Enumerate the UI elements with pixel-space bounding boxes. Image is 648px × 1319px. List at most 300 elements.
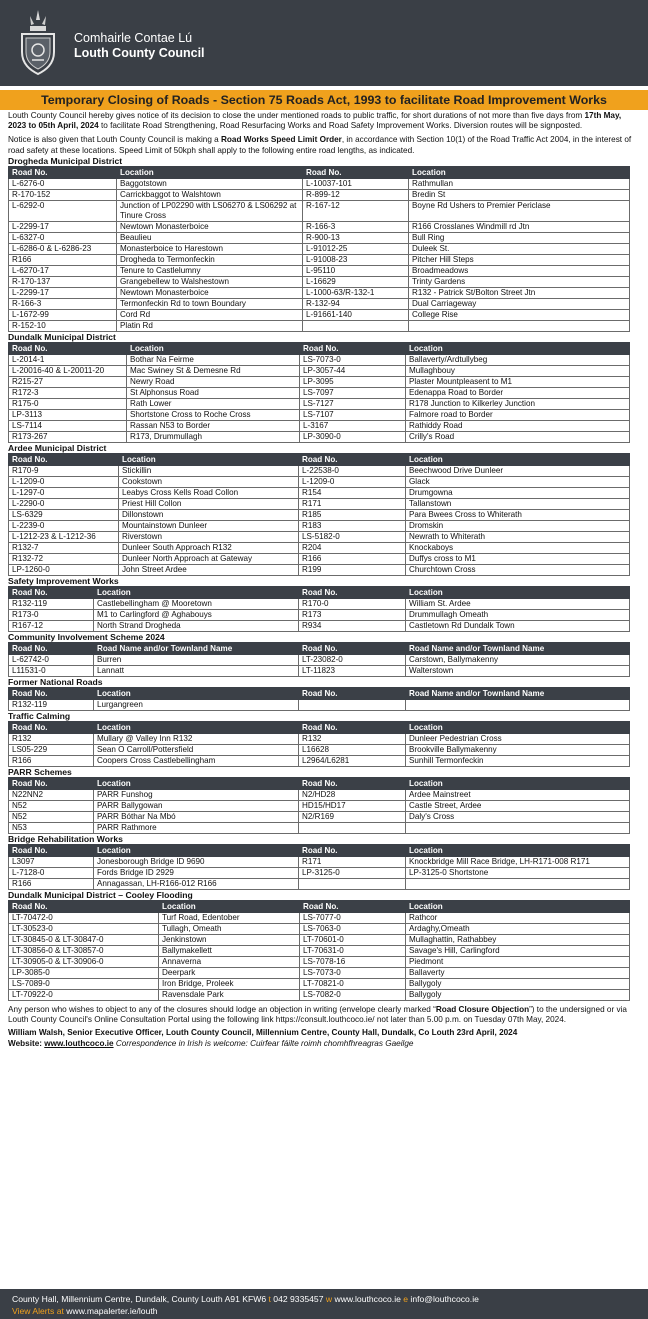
road-number-cell: L-6270-17 <box>9 265 117 276</box>
table-row <box>9 387 630 398</box>
road-number-cell: R173-267 <box>9 431 127 442</box>
column-header: Road No. <box>299 687 406 699</box>
location-cell: Dunleer North Approach at Gateway <box>119 553 299 564</box>
location-cell: Castle Street, Ardee <box>406 800 630 811</box>
table-row <box>9 409 630 420</box>
header-banner <box>0 0 648 86</box>
location-cell: Plaster Mountpleasent to M1 <box>406 376 630 387</box>
column-header: Road No. <box>9 721 94 733</box>
location-cell: Para Bwees Cross to Whiterath <box>406 509 630 520</box>
table-row <box>9 542 630 553</box>
location-cell: College Rise <box>409 309 630 320</box>
table-row <box>9 553 630 564</box>
road-closure-sections <box>8 156 640 1001</box>
roads-table <box>8 586 630 632</box>
road-number-cell <box>303 320 409 331</box>
footer-phone[interactable]: 042 9335457 <box>270 1294 326 1304</box>
location-cell: Tenure to Castlelumny <box>117 265 303 276</box>
roads-table <box>8 342 630 443</box>
council-name-irish: Comhairle Contae Lú <box>74 31 193 45</box>
road-number-cell: R172-3 <box>9 387 127 398</box>
road-number-cell: L-1209-0 <box>9 476 119 487</box>
speed-limit-order: Road Works Speed Limit Order <box>221 135 342 145</box>
table-row <box>9 867 630 878</box>
table-row <box>9 811 630 822</box>
signature-line: William Walsh, Senior Executive Officer, Louth County Council, Millennium Centre, County Hall, Dundalk, Co Louth 23rd April, 2024 <box>8 1027 518 1037</box>
location-cell: Newtown Monasterboice <box>117 221 303 232</box>
location-cell: William St. Ardee <box>406 598 630 609</box>
road-number-cell <box>299 878 406 889</box>
website-line: Website: www.louthcoco.ie Correspondence in Irish is welcome: Cuirfear fáilte roimh chomhfhreagras Gaeilge <box>8 1038 414 1048</box>
road-number-cell: L2964/L6281 <box>299 755 406 766</box>
column-header: Location <box>406 900 630 912</box>
road-number-cell: N52 <box>9 800 94 811</box>
section-title: Dundalk Municipal District <box>8 331 116 342</box>
location-cell: Mountainstown Dunleer <box>119 520 299 531</box>
road-number-cell: L-1212-23 & L-1212-36 <box>9 531 119 542</box>
road-number-cell: R199 <box>299 564 406 575</box>
column-header: Location <box>94 586 299 598</box>
section-title: PARR Schemes <box>8 766 72 777</box>
table-header-row <box>9 777 630 789</box>
section-title: Safety Improvement Works <box>8 575 119 586</box>
table-row <box>9 620 630 631</box>
location-cell: John Street Ardee <box>119 564 299 575</box>
column-header: Location <box>127 342 300 354</box>
road-number-cell: R-132-94 <box>303 298 409 309</box>
road-number-cell: L-2239-0 <box>9 520 119 531</box>
road-number-cell: R166 <box>9 254 117 265</box>
location-cell: Drummullagh Omeath <box>406 609 630 620</box>
location-cell: Baggotstown <box>117 178 303 189</box>
road-number-cell <box>299 699 406 710</box>
location-cell: Falmore road to Border <box>406 409 630 420</box>
table-header-row <box>9 642 630 654</box>
footer-email[interactable]: info@louthcoco.ie <box>408 1294 479 1304</box>
location-cell: Carrickbaggot to Walshtown <box>117 189 303 200</box>
column-header: Location <box>117 166 303 178</box>
location-cell: Deerpark <box>159 967 300 978</box>
column-header: Location <box>119 453 299 465</box>
road-number-cell: R175-0 <box>9 398 127 409</box>
notice-title: Temporary Closing of Roads - Section 75 Roads Act, 1993 to facilitate Road Improvement Works <box>0 90 648 110</box>
roads-table <box>8 777 630 834</box>
column-header: Road No. <box>9 642 94 654</box>
table-header-row <box>9 844 630 856</box>
location-cell: Beechwood Drive Dunleer <box>406 465 630 476</box>
table-row <box>9 509 630 520</box>
section-title: Traffic Calming <box>8 710 71 721</box>
road-number-cell: LP-3095 <box>300 376 406 387</box>
column-header: Location <box>406 721 630 733</box>
road-number-cell: R171 <box>299 498 406 509</box>
location-cell: Annagassan, LH-R166-012 R166 <box>94 878 299 889</box>
road-number-cell: L3097 <box>9 856 94 867</box>
table-row <box>9 200 630 221</box>
road-number-cell: R173 <box>299 609 406 620</box>
road-number-cell: LT-70472-0 <box>9 912 159 923</box>
column-header: Road No. <box>9 342 127 354</box>
road-number-cell: LT-70601-0 <box>300 934 406 945</box>
road-number-cell: N52 <box>9 811 94 822</box>
location-cell: R178 Junction to Kilkerley Junction <box>406 398 630 409</box>
location-cell: North Strand Drogheda <box>94 620 299 631</box>
location-cell: Ballaverty/Ardtullybeg <box>406 354 630 365</box>
table-row <box>9 498 630 509</box>
location-cell: Piedmont <box>406 956 630 967</box>
column-header: Road No. <box>300 342 406 354</box>
column-header: Location <box>406 453 630 465</box>
road-number-cell: LS-7114 <box>9 420 127 431</box>
roads-table <box>8 900 630 1001</box>
table-row <box>9 989 630 1000</box>
road-number-cell: L-2299-17 <box>9 287 117 298</box>
location-cell: Ballymakellett <box>159 945 300 956</box>
road-number-cell: R132-119 <box>9 598 94 609</box>
road-number-cell: LT-70922-0 <box>9 989 159 1000</box>
location-cell: LP-3125-0 Shortstone <box>406 867 630 878</box>
road-number-cell: N22NN2 <box>9 789 94 800</box>
table-row <box>9 800 630 811</box>
road-number-cell: LS-5182-0 <box>299 531 406 542</box>
location-cell: Jonesborough Bridge ID 9690 <box>94 856 299 867</box>
table-row <box>9 476 630 487</box>
location-cell: Crilly's Road <box>406 431 630 442</box>
location-cell: Glack <box>406 476 630 487</box>
road-number-cell: L-1297-0 <box>9 487 119 498</box>
council-name-english: Louth County Council <box>74 46 205 60</box>
column-header: Location <box>94 687 299 699</box>
location-cell: Rathiddy Road <box>406 420 630 431</box>
roads-table <box>8 642 630 677</box>
location-cell: Bull Ring <box>409 232 630 243</box>
alerts-link[interactable]: www.mapalerter.ie/louth <box>63 1306 158 1316</box>
road-number-cell: L-91661-140 <box>303 309 409 320</box>
table-row <box>9 956 630 967</box>
location-cell: Mullaghbouy <box>406 365 630 376</box>
location-cell: Walterstown <box>406 665 630 676</box>
road-number-cell: R132 <box>299 733 406 744</box>
road-number-cell: LP-3113 <box>9 409 127 420</box>
table-row <box>9 699 630 710</box>
road-number-cell: R173-0 <box>9 609 94 620</box>
road-number-cell: LT-70821-0 <box>300 978 406 989</box>
road-number-cell: L-6327-0 <box>9 232 117 243</box>
section-title: Bridge Rehabilitation Works <box>8 833 123 844</box>
road-number-cell: LS-7082-0 <box>300 989 406 1000</box>
table-row <box>9 189 630 200</box>
location-cell: Pitcher Hill Steps <box>409 254 630 265</box>
council-crest-icon <box>18 8 58 78</box>
column-header: Location <box>406 586 630 598</box>
location-cell: Rath Lower <box>127 398 300 409</box>
location-cell: Monasterboice to Harestown <box>117 243 303 254</box>
road-number-cell: R166 <box>9 878 94 889</box>
location-cell: Ballygoly <box>406 989 630 1000</box>
table-row <box>9 276 630 287</box>
table-header-row <box>9 586 630 598</box>
location-cell: Ballygoly <box>406 978 630 989</box>
table-row <box>9 923 630 934</box>
location-cell: Stickillin <box>119 465 299 476</box>
road-number-cell: R171 <box>299 856 406 867</box>
location-cell: Grangebellew to Walshestown <box>117 276 303 287</box>
location-cell: Tallanstown <box>406 498 630 509</box>
location-cell: Ardaghy,Omeath <box>406 923 630 934</box>
footer-website[interactable]: www.louthcoco.ie <box>332 1294 404 1304</box>
road-number-cell: L-91008-23 <box>303 254 409 265</box>
table-row <box>9 912 630 923</box>
website-link[interactable]: www.louthcoco.ie <box>44 1038 114 1048</box>
table-row <box>9 878 630 889</box>
location-cell: Knockaboys <box>406 542 630 553</box>
location-cell: Dromskin <box>406 520 630 531</box>
column-header: Road No. <box>303 166 409 178</box>
location-cell: R166 Crosslanes Windmill rd Jtn <box>409 221 630 232</box>
road-number-cell: R-167-12 <box>303 200 409 221</box>
location-cell: Rathmullan <box>409 178 630 189</box>
column-header: Location <box>94 777 299 789</box>
road-number-cell: L-6292-0 <box>9 200 117 221</box>
table-row <box>9 531 630 542</box>
table-row <box>9 945 630 956</box>
column-header: Road No. <box>9 586 94 598</box>
road-number-cell: HD15/HD17 <box>299 800 406 811</box>
road-number-cell: LT-11823 <box>299 665 406 676</box>
location-cell: Junction of LP02290 with LS06270 & LS06292 at Tinure Cross <box>117 200 303 221</box>
column-header: Road No. <box>299 586 406 598</box>
road-number-cell: N53 <box>9 822 94 833</box>
road-number-cell: R183 <box>299 520 406 531</box>
road-number-cell: L-1672-99 <box>9 309 117 320</box>
table-row <box>9 822 630 833</box>
road-number-cell: L11531-0 <box>9 665 94 676</box>
table-row <box>9 755 630 766</box>
column-header: Road No. <box>300 900 406 912</box>
section-title: Former National Roads <box>8 676 103 687</box>
table-row <box>9 934 630 945</box>
road-number-cell: LS-6329 <box>9 509 119 520</box>
road-number-cell: R166 <box>299 553 406 564</box>
column-header: Road No. <box>299 642 406 654</box>
column-header: Location <box>94 721 299 733</box>
road-number-cell: L-6286-0 & L-6286-23 <box>9 243 117 254</box>
road-number-cell: R-900-13 <box>303 232 409 243</box>
column-header: Road Name and/or Townland Name <box>94 642 299 654</box>
location-cell: Dunleer South Approach R132 <box>119 542 299 553</box>
column-header: Road No. <box>299 453 406 465</box>
table-row <box>9 420 630 431</box>
road-number-cell: R934 <box>299 620 406 631</box>
intro-paragraph-1: Louth County Council hereby gives notice of its decision to close the under mentioned roads to public traffic, for short durations of not more than five days from 17th May, 2023 to 05th April, 2024 to facilitate Road Strengthening, Road Resurfacing Works and Road Safety Improvement Works. Diversion routes will be signposted. <box>8 111 622 131</box>
closure-dates: 17th May, 2023 to 05th April, 2024 <box>8 111 622 131</box>
road-number-cell: LT-70631-0 <box>300 945 406 956</box>
road-number-cell: LS-7073-0 <box>300 354 406 365</box>
section-title: Drogheda Municipal District <box>8 155 123 166</box>
roads-table <box>8 687 630 711</box>
notice-body <box>8 111 640 1049</box>
table-row <box>9 287 630 298</box>
location-cell: Dunleer Pedestrian Cross <box>406 733 630 744</box>
road-number-cell: LS-7107 <box>300 409 406 420</box>
road-number-cell: L-1000-63/R-132-1 <box>303 287 409 298</box>
column-header: Location <box>94 844 299 856</box>
table-row <box>9 398 630 409</box>
road-number-cell: LT-30523-0 <box>9 923 159 934</box>
column-header: Location <box>406 342 630 354</box>
column-header: Road No. <box>299 721 406 733</box>
road-number-cell: L16628 <box>299 744 406 755</box>
table-row <box>9 487 630 498</box>
table-row <box>9 232 630 243</box>
location-cell: Beaulieu <box>117 232 303 243</box>
location-cell <box>406 878 630 889</box>
location-cell: Termonfeckin Rd to town Boundary <box>117 298 303 309</box>
location-cell: Trinty Gardens <box>409 276 630 287</box>
location-cell: Coopers Cross Castlebellingham <box>94 755 299 766</box>
location-cell: Ravensdale Park <box>159 989 300 1000</box>
location-cell: Drumgowna <box>406 487 630 498</box>
location-cell: Carstown, Ballymakenny <box>406 654 630 665</box>
column-header: Road Name and/or Townland Name <box>406 642 630 654</box>
table-row <box>9 243 630 254</box>
table-row <box>9 221 630 232</box>
location-cell: Rassan N53 to Border <box>127 420 300 431</box>
location-cell: Newtown Monasterboice <box>117 287 303 298</box>
location-cell: Lannatt <box>94 665 299 676</box>
road-number-cell: L-2014-1 <box>9 354 127 365</box>
table-row <box>9 298 630 309</box>
road-number-cell: R-166-3 <box>303 221 409 232</box>
table-row <box>9 465 630 476</box>
location-cell: Cord Rd <box>117 309 303 320</box>
location-cell: Mullaghattin, Rathabbey <box>406 934 630 945</box>
road-number-cell: LT-23082-0 <box>299 654 406 665</box>
footer-contact: County Hall, Millennium Centre, Dundalk, County Louth A91 KFW6 t 042 9335457 w www.louthcoco.ie e info@louthcoco.ie <box>12 1294 479 1304</box>
location-cell: Newrath to Whiterath <box>406 531 630 542</box>
location-cell: Riverstown <box>119 531 299 542</box>
road-number-cell: R132-119 <box>9 699 94 710</box>
table-row <box>9 733 630 744</box>
table-header-row <box>9 166 630 178</box>
table-row <box>9 354 630 365</box>
road-number-cell: R132-72 <box>9 553 119 564</box>
footer-bar <box>0 1289 648 1319</box>
location-cell: Daly's Cross <box>406 811 630 822</box>
table-row <box>9 978 630 989</box>
location-cell: Dillonstown <box>119 509 299 520</box>
table-row <box>9 365 630 376</box>
council-name <box>74 31 205 61</box>
location-cell: R132 - Patrick St/Bolton Street Jtn <box>409 287 630 298</box>
road-number-cell: LS-7089-0 <box>9 978 159 989</box>
location-cell: PARR Bóthar Na Mbó <box>94 811 299 822</box>
location-cell: Jenkinstown <box>159 934 300 945</box>
road-number-cell: L-16629 <box>303 276 409 287</box>
roads-table <box>8 721 630 767</box>
section-title: Ardee Municipal District <box>8 442 107 453</box>
table-row <box>9 265 630 276</box>
road-number-cell: R185 <box>299 509 406 520</box>
table-row <box>9 178 630 189</box>
road-number-cell: L-1209-0 <box>299 476 406 487</box>
location-cell: St Alphonsus Road <box>127 387 300 398</box>
column-header: Road No. <box>9 166 117 178</box>
road-number-cell <box>299 822 406 833</box>
road-number-cell: R167-12 <box>9 620 94 631</box>
location-cell: Cookstown <box>119 476 299 487</box>
section-title: Dundalk Municipal District – Cooley Flooding <box>8 889 193 900</box>
table-row <box>9 376 630 387</box>
road-number-cell: LT-30905-0 & LT-30906-0 <box>9 956 159 967</box>
location-cell: Lurgangreen <box>94 699 299 710</box>
road-number-cell: L-22538-0 <box>299 465 406 476</box>
table-row <box>9 564 630 575</box>
road-number-cell: R170-0 <box>299 598 406 609</box>
location-cell: Ballaverty <box>406 967 630 978</box>
table-row <box>9 665 630 676</box>
road-number-cell: LS-7073-0 <box>300 967 406 978</box>
location-cell: Leabys Cross Kells Road Collon <box>119 487 299 498</box>
location-cell: Newry Road <box>127 376 300 387</box>
table-header-row <box>9 453 630 465</box>
location-cell: PARR Funshog <box>94 789 299 800</box>
location-cell: Mullary @ Valley Inn R132 <box>94 733 299 744</box>
location-cell: Rathcor <box>406 912 630 923</box>
road-number-cell: R166 <box>9 755 94 766</box>
road-number-cell: LT-30856-0 & LT-30857-0 <box>9 945 159 956</box>
location-cell: Priest Hill Collon <box>119 498 299 509</box>
location-cell <box>406 699 630 710</box>
location-cell: Ardee Mainstreet <box>406 789 630 800</box>
road-number-cell: LP-3085-0 <box>9 967 159 978</box>
road-number-cell: L-91012-25 <box>303 243 409 254</box>
road-number-cell: R-166-3 <box>9 298 117 309</box>
roads-table <box>8 844 630 890</box>
road-number-cell: L-20016-40 & L-20011-20 <box>9 365 127 376</box>
roads-table <box>8 453 630 576</box>
table-row <box>9 789 630 800</box>
column-header: Location <box>159 900 300 912</box>
objection-paragraph: Any person who wishes to object to any of the closures should lodge an objection in writing (envelope clearly marked “Road Closure Objection”) to the undersigned or via Louth County Council's Online Consultation Portal using the following link https://consult.louthcoco.ie/ not later than 5.00 p.m. on Tuesday 07th May, 2024. <box>8 1004 627 1024</box>
table-row <box>9 654 630 665</box>
section-title: Community Involvement Scheme 2024 <box>8 631 165 642</box>
table-row <box>9 254 630 265</box>
road-number-cell: L-2290-0 <box>9 498 119 509</box>
road-number-cell: N2/HD28 <box>299 789 406 800</box>
road-number-cell: L-6276-0 <box>9 178 117 189</box>
location-cell: Savage's Hill, Carlingford <box>406 945 630 956</box>
road-number-cell: R132 <box>9 733 94 744</box>
column-header: Road No. <box>299 844 406 856</box>
road-number-cell: LS-7077-0 <box>300 912 406 923</box>
location-cell: Drogheda to Termonfeckin <box>117 254 303 265</box>
road-number-cell: R132-7 <box>9 542 119 553</box>
table-row <box>9 431 630 442</box>
location-cell: Edenappa Road to Border <box>406 387 630 398</box>
table-header-row <box>9 900 630 912</box>
road-number-cell: LS05-229 <box>9 744 94 755</box>
location-cell: Sunhill Termonfeckin <box>406 755 630 766</box>
column-header: Road No. <box>9 777 94 789</box>
table-header-row <box>9 342 630 354</box>
location-cell: Knockbridge Mill Race Bridge, LH-R171-008 R171 <box>406 856 630 867</box>
table-row <box>9 744 630 755</box>
location-cell: Platin Rd <box>117 320 303 331</box>
location-cell: Iron Bridge, Proleek <box>159 978 300 989</box>
location-cell: Sean O Carroll/Pottersfield <box>94 744 299 755</box>
location-cell: Turf Road, Edentober <box>159 912 300 923</box>
